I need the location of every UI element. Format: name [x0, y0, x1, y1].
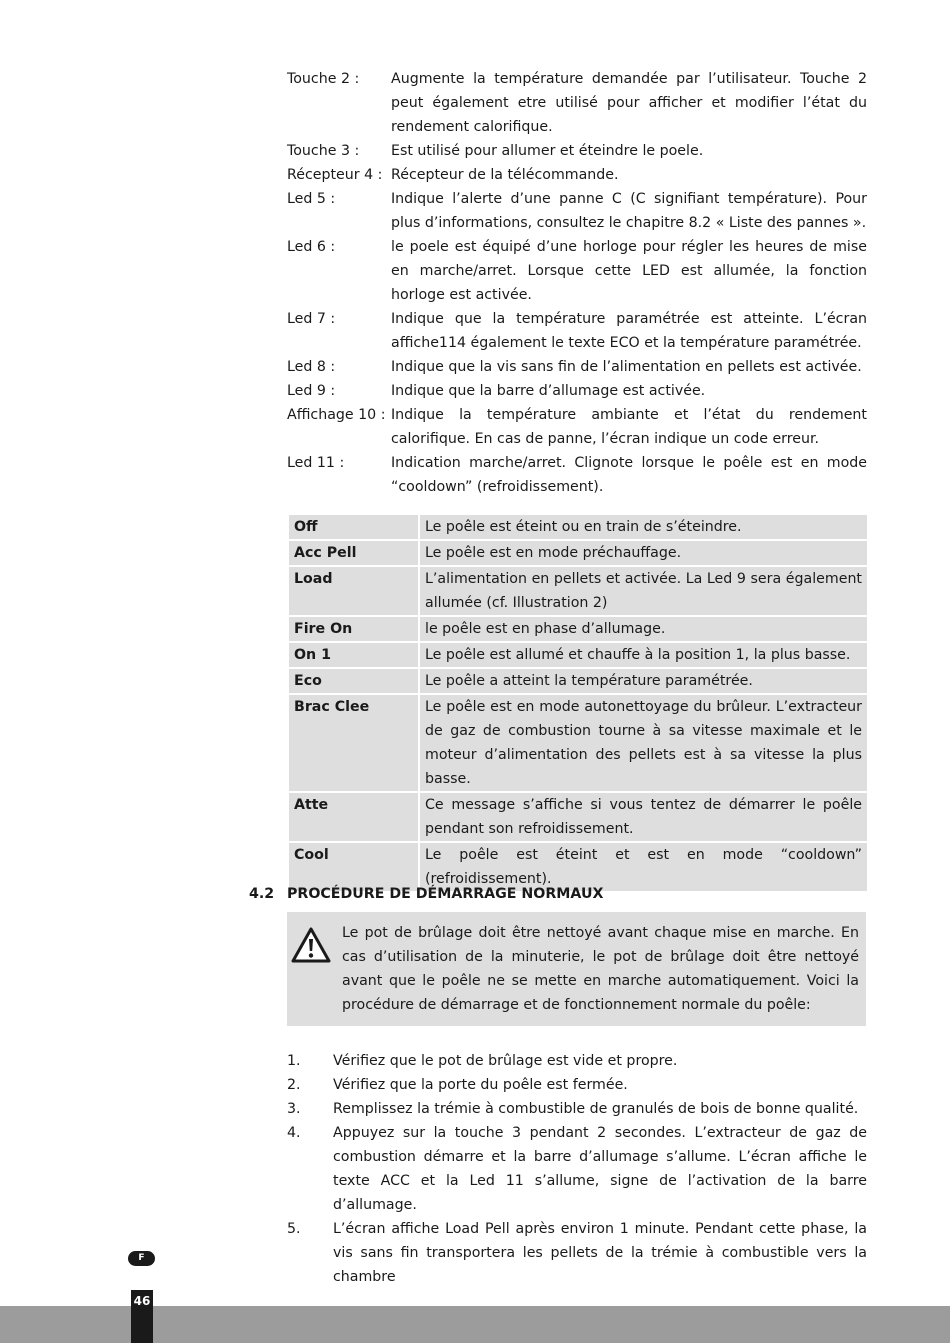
definition-desc: le poele est équipé d’une horloge pour régler les heures de mise en marche/arret. Lorsque cette LED est allumée, la fonction horloge est activée.	[391, 239, 867, 303]
status-code: On 1	[288, 642, 419, 668]
definition-term: Led 8 :	[287, 359, 336, 375]
status-code: Fire On	[288, 616, 419, 642]
definition-row	[287, 403, 867, 451]
status-desc: Le poêle est éteint et est en mode “cooldown” (refroidissement).	[419, 842, 868, 892]
definition-desc: Indique que la vis sans fin de l’alimentation en pellets est activée.	[391, 359, 862, 375]
table-row	[288, 642, 868, 668]
definition-row	[287, 163, 867, 187]
list-item	[287, 1097, 867, 1121]
definition-row	[287, 187, 867, 235]
definition-term: Récepteur 4 :	[287, 167, 383, 183]
warning-box	[287, 912, 866, 1026]
definition-term: Led 6 :	[287, 239, 336, 255]
status-desc: Le poêle est en mode autonettoyage du brûleur. L’extracteur de gaz de combustion tourne à sa vitesse maximale et le moteur d’alimentation des pellets est à sa vitesse la plus basse.	[419, 694, 868, 792]
step-text: Remplissez la trémie à combustible de granulés de bois de bonne qualité.	[333, 1101, 859, 1117]
definition-term: Led 7 :	[287, 311, 336, 327]
status-code: Brac Clee	[288, 694, 419, 792]
definition-desc: Indique l’alerte d’une panne C (C signifiant température). Pour plus d’informations, consultez le chapitre 8.2 « Liste des pannes ».	[391, 191, 867, 231]
definition-desc: Récepteur de la télécommande.	[391, 167, 619, 183]
definition-term: Led 9 :	[287, 383, 336, 399]
definition-term: Led 5 :	[287, 191, 336, 207]
table-row	[288, 694, 868, 792]
step-number: 4.	[287, 1125, 301, 1141]
list-item	[287, 1073, 867, 1097]
step-text: L’écran affiche Load Pell après environ 1 minute. Pendant cette phase, la vis sans fin transportera les pellets de la trémie à combustible vers la chambre	[333, 1221, 867, 1285]
status-desc: Le poêle est en mode préchauffage.	[419, 540, 868, 566]
status-code: Off	[288, 514, 419, 540]
step-text: Vérifiez que le pot de brûlage est vide et propre.	[333, 1053, 678, 1069]
list-item	[287, 1121, 867, 1217]
status-code: Atte	[288, 792, 419, 842]
step-number: 3.	[287, 1101, 301, 1117]
definition-desc: Indication marche/arret. Clignote lorsque le poêle est en mode “cooldown” (refroidissement).	[391, 455, 867, 495]
warning-triangle-icon	[290, 926, 332, 964]
status-desc: Ce message s’affiche si vous tentez de démarrer le poêle pendant son refroidissement.	[419, 792, 868, 842]
definition-term: Affichage 10 :	[287, 407, 386, 423]
definition-desc: Indique que la température paramétrée est atteinte. L’écran affiche114 également le texte ECO et la température paramétrée.	[391, 311, 867, 351]
list-item	[287, 1049, 867, 1073]
definition-row	[287, 67, 867, 139]
section-heading	[249, 882, 603, 906]
status-desc: Le poêle a atteint la température paramétrée.	[419, 668, 868, 694]
definition-term: Led 11 :	[287, 455, 345, 471]
status-desc: L’alimentation en pellets et activée. La Led 9 sera également allumée (cf. Illustration 2)	[419, 566, 868, 616]
status-code: Acc Pell	[288, 540, 419, 566]
table-row	[288, 668, 868, 694]
definition-row	[287, 355, 867, 379]
section-title: PROCÉDURE DE DÉMARRAGE NORMAUX	[287, 886, 604, 902]
status-code: Load	[288, 566, 419, 616]
section-number: 4.2	[249, 886, 275, 902]
language-badge: F	[128, 1251, 155, 1266]
status-code: Eco	[288, 668, 419, 694]
step-number: 2.	[287, 1077, 301, 1093]
step-text: Vérifiez que la porte du poêle est fermée.	[333, 1077, 628, 1093]
definition-desc: Indique la température ambiante et l’état du rendement calorifique. En cas de panne, l’écran indique un code erreur.	[391, 407, 867, 447]
table-row	[288, 792, 868, 842]
table-row	[288, 514, 868, 540]
definition-row	[287, 379, 867, 403]
definition-row	[287, 139, 867, 163]
definition-term: Touche 3 :	[287, 143, 360, 159]
status-desc: Le poêle est allumé et chauffe à la position 1, la plus basse.	[419, 642, 868, 668]
status-table	[287, 513, 869, 893]
definition-list	[287, 67, 867, 499]
step-number: 1.	[287, 1053, 301, 1069]
definition-desc: Indique que la barre d’allumage est activée.	[391, 383, 706, 399]
definition-row	[287, 235, 867, 307]
table-row	[288, 616, 868, 642]
step-text: Appuyez sur la touche 3 pendant 2 secondes. L’extracteur de gaz de combustion démarre et la barre d’allumage s’allume. L’écran affiche le texte ACC et la Led 11 s’allume, signe de l’activation de la barre d’allumage.	[333, 1125, 867, 1213]
warning-text: Le pot de brûlage doit être nettoyé avant chaque mise en marche. En cas d’utilisation de la minuterie, le pot de brûlage doit être nettoyé avant que le poêle ne se mette en marche automatiquement. Voici la procédure de démarrage et de fonctionnement normale du poêle:	[342, 925, 859, 1013]
definition-desc: Est utilisé pour allumer et éteindre le poele.	[391, 143, 704, 159]
page-number: 46	[131, 1290, 153, 1343]
definition-row	[287, 307, 867, 355]
status-desc: le poêle est en phase d’allumage.	[419, 616, 868, 642]
procedure-steps	[287, 1049, 867, 1289]
table-row	[288, 540, 868, 566]
table-row	[288, 566, 868, 616]
definition-desc: Augmente la température demandée par l’utilisateur. Touche 2 peut également etre utilisé pour afficher et modifier l’état du rendement calorifique.	[391, 71, 867, 135]
definition-row	[287, 451, 867, 499]
step-number: 5.	[287, 1221, 301, 1237]
list-item	[287, 1217, 867, 1289]
status-code: Cool	[288, 842, 419, 892]
status-desc: Le poêle est éteint ou en train de s’éteindre.	[419, 514, 868, 540]
definition-term: Touche 2 :	[287, 71, 360, 87]
